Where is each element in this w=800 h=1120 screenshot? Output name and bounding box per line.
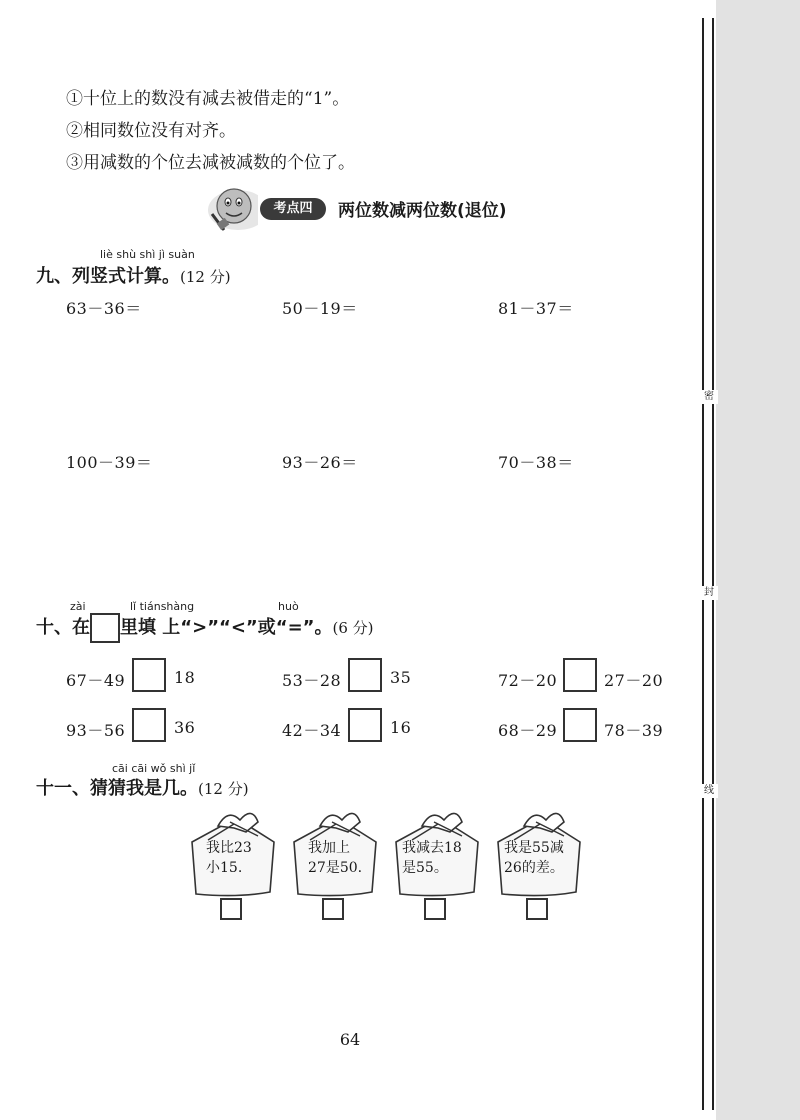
tag-card-3 [392,806,484,902]
answer-box-2[interactable] [322,898,344,920]
compare-3-left: 72－20 [498,671,558,690]
section10-score: (6 分) [332,619,374,637]
section-banner [200,184,560,236]
tag-2-line2: 27是50. [308,860,363,876]
problem-6: 70－38＝ [498,453,574,472]
compare-4-box[interactable] [132,708,166,742]
tag-2-line1: 我加上 [308,840,350,856]
section9-heading [36,262,231,288]
binding-line [702,18,704,1110]
tag-card-4 [494,806,586,902]
note-3: ③用减数的个位去减被减数的个位了。 [66,153,355,173]
compare-5-left: 42－34 [282,721,342,740]
page-number: 64 [339,1030,361,1049]
note-1: ①十位上的数没有减去被借走的“1”。 [66,89,350,109]
answer-box-4[interactable] [526,898,548,920]
tag-3-line2: 是55。 [402,860,448,876]
compare-5-box[interactable] [348,708,382,742]
compare-2-box[interactable] [348,658,382,692]
section10-pinyin-zai: zài [70,600,86,613]
tag-card-1 [188,806,280,902]
tag-3-line1: 我减去18 [402,840,462,856]
tag-4-line1: 我是55减 [504,840,564,856]
binding-line [712,18,714,1110]
compare-6-box[interactable] [563,708,597,742]
tag-1-line2: 小15. [206,860,243,876]
answer-box-1[interactable] [220,898,242,920]
problem-1: 63－36＝ [66,299,142,318]
section11-heading [36,774,249,800]
problem-4: 100－39＝ [66,453,153,472]
compare-3-box[interactable] [563,658,597,692]
compare-6-right: 78－39 [604,721,664,740]
compare-6-left: 68－29 [498,721,558,740]
compare-2-right: 35 [390,668,412,687]
section10-middle: 里填 上 [120,617,181,638]
binding-margin [716,0,800,1120]
problem-2: 50－19＝ [282,299,358,318]
tag-4-line2: 26的差。 [504,860,564,876]
tag-1-line1: 我比23 [206,840,252,856]
compare-1-right: 18 [174,668,196,687]
section10-pinyin-huo: huò [278,600,299,613]
tag-card-2 [290,806,382,902]
section11-title: 十一、猜猜我是几。 [36,778,198,799]
section10-prefix: 十、在 [36,617,90,638]
seal-char-xian: 线 [700,784,718,798]
compare-1-box[interactable] [132,658,166,692]
section10-symbols: “>”“<”或“=”。 [180,617,333,638]
seal-char-feng: 封 [700,586,718,600]
section11-pinyin: cāi cāi wǒ shì jǐ [112,762,196,775]
compare-5-right: 16 [390,718,412,737]
problem-3: 81－37＝ [498,299,574,318]
section10-pinyin-li: lǐ tiánshàng [130,600,195,613]
compare-3-right: 27－20 [604,671,664,690]
answer-box-3[interactable] [424,898,446,920]
section9-score: (12 分) [180,268,231,286]
banner-title: 两位数减两位数(退位) [338,201,507,221]
banner-tag: 考点四 [260,198,326,220]
problem-5: 93－26＝ [282,453,358,472]
note-2: ②相同数位没有对齐。 [66,121,236,141]
example-box [90,613,120,643]
section9-title: 九、列竖式计算。 [36,266,180,287]
section9-pinyin: liè shù shì jì suàn [100,248,195,261]
compare-4-left: 93－56 [66,721,126,740]
section11-score: (12 分) [198,780,249,798]
seal-char-mi: 密 [700,390,718,404]
compare-1-left: 67－49 [66,671,126,690]
compare-2-left: 53－28 [282,671,342,690]
compare-4-right: 36 [174,718,196,737]
section10-heading [36,612,374,644]
cartoon-face-icon [208,184,258,234]
